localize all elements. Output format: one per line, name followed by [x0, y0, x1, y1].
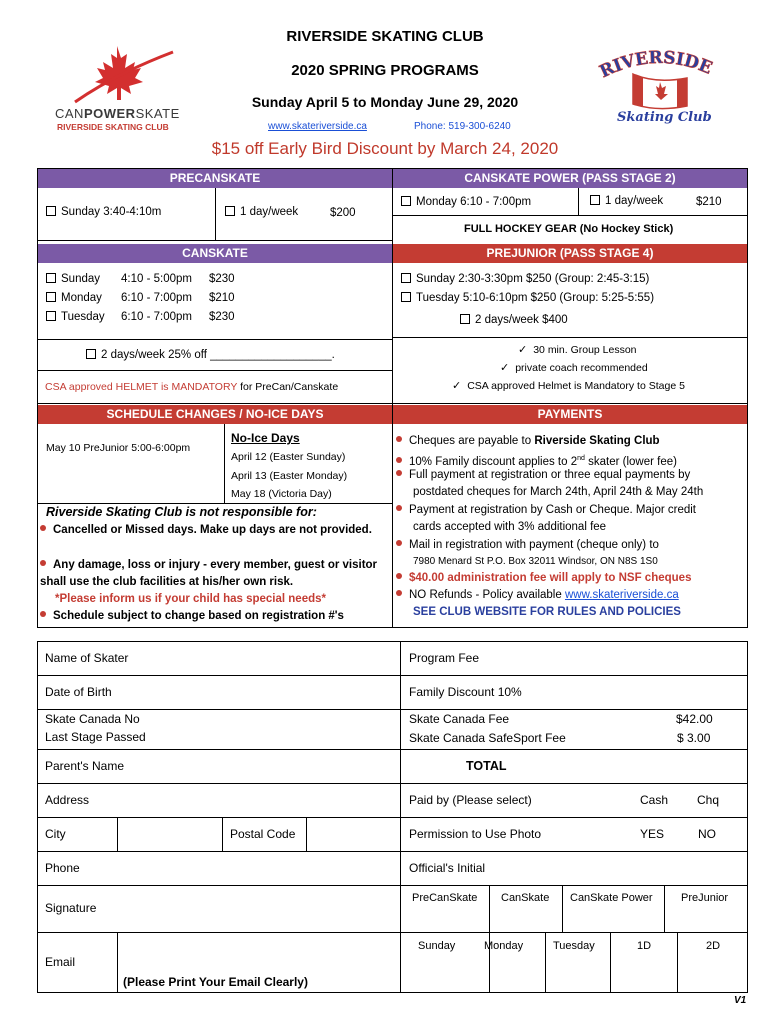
special-needs-note: *Please inform us if your child has special needs*	[55, 593, 326, 605]
checkbox-icon	[46, 206, 56, 216]
prejunior-note-group-lesson: ✓ 30 min. Group Lesson	[518, 344, 637, 356]
skater-name-input[interactable]	[180, 645, 390, 673]
riverside-logo	[595, 48, 725, 134]
officials-initial-label: Official's Initial	[409, 861, 486, 875]
signature-input[interactable]	[180, 889, 390, 929]
cheque-option[interactable]: Chq	[697, 793, 720, 807]
skate-canada-fee-label: Skate Canada Fee	[409, 712, 510, 726]
bullet-icon	[396, 470, 402, 476]
club-title: RIVERSIDE SKATING CLUB	[286, 28, 484, 45]
checkmark-icon: ✓	[518, 344, 528, 356]
safesport-fee-value: $ 3.00	[677, 731, 711, 745]
canskate-sunday-option[interactable]: Sunday 4:10 - 5:00pm $230	[46, 273, 235, 285]
bullet-icon	[396, 540, 402, 546]
hockey-gear-note: FULL HOCKEY GEAR (No Hockey Stick)	[464, 223, 674, 235]
logo-tagline: Skating Club	[617, 110, 712, 125]
checkbox-icon	[401, 273, 411, 283]
payment-item: NO Refunds - Policy available www.skateriverside.ca	[396, 587, 679, 604]
precanskate-sunday-option[interactable]: Sunday 3:40-4:10m	[46, 206, 161, 218]
maple-leaf-icon	[55, 44, 190, 104]
rules-note: SEE CLUB WEBSITE FOR RULES AND POLICIES	[413, 606, 681, 618]
day-option-monday[interactable]: Monday	[484, 940, 524, 952]
skater-name-label: Name of Skater	[45, 651, 129, 665]
day-option-tuesday[interactable]: Tuesday	[553, 940, 595, 952]
program-option-canskate-power[interactable]: CanSkate Power	[570, 892, 653, 904]
bullet-icon	[40, 525, 46, 531]
program-fee-label: Program Fee	[409, 651, 480, 665]
parent-name-input[interactable]	[180, 753, 390, 781]
program-option-precanskate[interactable]: PreCanSkate	[412, 892, 478, 904]
prejunior-note-helmet: ✓ CSA approved Helmet is Mandatory to Stage 5	[452, 380, 685, 392]
logo-word: RIVERSIDE	[596, 48, 715, 83]
canskate-tuesday-option[interactable]: Tuesday 6:10 - 7:00pm $230	[46, 311, 235, 323]
bullet-icon	[396, 573, 402, 579]
safesport-fee-label: Skate Canada SafeSport Fee	[409, 731, 566, 745]
photo-permission-label: Permission to Use Photo	[409, 827, 542, 841]
bullet-icon	[396, 457, 402, 463]
schedule-header: SCHEDULE CHANGES / NO-ICE DAYS	[38, 405, 392, 424]
canpowerskate-logo	[55, 44, 190, 136]
payment-item: 10% Family discount applies to 2nd skater (lower fee)	[396, 450, 677, 471]
bullet-icon	[40, 560, 46, 566]
parent-name-label: Parent's Name	[45, 759, 124, 773]
no-ice-day: April 12 (Easter Sunday)	[231, 451, 346, 463]
checkbox-icon	[46, 292, 56, 302]
helmet-mandatory-note: CSA approved HELMET is MANDATORY for PreCan/Canskate	[45, 381, 339, 393]
address-label: Address	[45, 793, 90, 807]
payment-item-cont: cards accepted with 3% additional fee	[413, 521, 607, 533]
day-option-2d[interactable]: 2D	[706, 940, 721, 952]
checkbox-icon	[401, 292, 411, 302]
phone-number: Phone: 519-300-6240	[414, 121, 511, 132]
prejunior-header: PREJUNIOR (PASS STAGE 4)	[393, 244, 747, 263]
program-option-canskate[interactable]: CanSkate	[501, 892, 550, 904]
bullet-icon	[396, 436, 402, 442]
bullet-icon	[40, 611, 46, 617]
checkbox-icon	[401, 196, 411, 206]
checkbox-icon	[86, 349, 96, 359]
skate-canada-fee-value: $42.00	[676, 712, 713, 726]
programs-title: 2020 SPRING PROGRAMS	[291, 62, 479, 79]
email-input[interactable]	[120, 935, 397, 970]
no-ice-days-title: No-Ice Days	[231, 431, 300, 445]
cash-option[interactable]: Cash	[640, 793, 669, 807]
schedule-may10: May 10 PreJunior 5:00-6:00pm	[46, 442, 191, 454]
last-stage-label: Last Stage Passed	[45, 730, 146, 744]
address-input[interactable]	[180, 787, 390, 815]
payment-item: Payment at registration by Cash or Cheque. Major credit	[396, 502, 696, 519]
bullet-icon	[396, 505, 402, 511]
canskate-power-week-option[interactable]: 1 day/week	[590, 195, 663, 207]
postal-code-label: Postal Code	[230, 827, 296, 841]
canskate-power-monday-option[interactable]: Monday 6:10 - 7:00pm	[401, 196, 531, 208]
checkbox-icon	[46, 311, 56, 321]
skate-canada-no-input[interactable]	[180, 712, 390, 746]
signature-label: Signature	[45, 901, 97, 915]
prejunior-two-days-option[interactable]: 2 days/week $400	[460, 314, 568, 326]
prejunior-note-private-coach: ✓ private coach recommended	[500, 362, 648, 374]
logo-wordmark: CANPOWERSKATE	[55, 106, 180, 121]
canskate-power-price: $210	[696, 196, 722, 208]
payments-header: PAYMENTS	[393, 405, 747, 424]
phone-label: Phone	[45, 861, 80, 875]
program-option-prejunior[interactable]: PreJunior	[681, 892, 729, 904]
no-ice-day: April 13 (Easter Monday)	[231, 470, 348, 482]
responsibility-item: Any damage, loss or injury - every member, guest or visitor shall use the club facilities at his/her own risk.	[40, 559, 378, 588]
total-label: TOTAL	[466, 759, 507, 773]
prejunior-sunday-option[interactable]: Sunday 2:30-3:30pm $250 (Group: 2:45-3:15)	[401, 273, 649, 285]
no-ice-day: May 18 (Victoria Day)	[231, 488, 332, 500]
responsibility-item: Schedule subject to change based on registration #'s	[40, 608, 380, 625]
email-note: (Please Print Your Email Clearly)	[123, 975, 308, 989]
checkmark-icon: ✓	[452, 380, 462, 392]
responsibility-title: Riverside Skating Club is not responsible for:	[46, 505, 317, 519]
payment-item: $40.00 administration fee will apply to NSF cheques	[396, 570, 691, 587]
photo-no-option[interactable]: NO	[698, 827, 716, 841]
mailing-address: 7980 Menard St P.O. Box 32011 Windsor, ON N8S 1S0	[413, 556, 658, 567]
payment-item: Full payment at registration or three equal payments by	[396, 467, 690, 484]
paid-by-label: Paid by (Please select)	[409, 793, 532, 807]
city-input[interactable]	[120, 820, 220, 849]
canskate-header: CANSKATE	[38, 244, 392, 263]
payment-item-cont: postdated cheques for March 24th, April 24th & May 24th	[413, 486, 704, 498]
dob-input[interactable]	[180, 679, 390, 707]
payment-item: Mail in registration with payment (cheque only) to	[396, 537, 659, 554]
logo-subtitle: RIVERSIDE SKATING CLUB	[57, 122, 169, 132]
precanskate-week-option[interactable]: 1 day/week	[225, 206, 298, 218]
payment-item: Cheques are payable to Riverside Skating Club	[396, 433, 660, 450]
photo-yes-option[interactable]: YES	[640, 827, 665, 841]
canskate-two-days-option[interactable]: 2 days/week 25% off ___________________.	[86, 349, 335, 361]
skate-canada-no-label: Skate Canada No	[45, 712, 140, 726]
bullet-icon	[396, 590, 402, 596]
email-label: Email	[45, 955, 76, 969]
phone-input[interactable]	[180, 855, 390, 883]
prejunior-tuesday-option[interactable]: Tuesday 5:10-6:10pm $250 (Group: 5:25-5:55)	[401, 292, 654, 304]
website-link[interactable]: www.skateriverside.ca	[268, 121, 367, 132]
checkbox-icon	[225, 206, 235, 216]
checkbox-icon	[46, 273, 56, 283]
precanskate-header: PRECANSKATE	[38, 169, 392, 188]
city-label: City	[45, 827, 66, 841]
precanskate-price: $200	[330, 207, 356, 219]
postal-code-input[interactable]	[309, 820, 397, 849]
version-label: V1	[734, 995, 747, 1006]
family-discount-label: Family Discount 10%	[409, 685, 522, 699]
canada-flag-icon	[633, 74, 687, 109]
canskate-power-header: CANSKATE POWER (PASS STAGE 2)	[393, 169, 747, 188]
early-bird-banner: $15 off Early Bird Discount by March 24, 2020	[211, 139, 559, 158]
canskate-monday-option[interactable]: Monday 6:10 - 7:00pm $210	[46, 292, 235, 304]
checkmark-icon: ✓	[500, 362, 510, 374]
dob-label: Date of Birth	[45, 685, 112, 699]
responsibility-item: Cancelled or Missed days. Make up days are not provided.	[40, 522, 380, 539]
day-option-sunday[interactable]: Sunday	[418, 940, 456, 952]
checkbox-icon	[460, 314, 470, 324]
policy-link[interactable]: www.skateriverside.ca	[564, 589, 679, 601]
day-option-1d[interactable]: 1D	[637, 940, 652, 952]
dates-title: Sunday April 5 to Monday June 29, 2020	[251, 94, 519, 110]
checkbox-icon	[590, 195, 600, 205]
